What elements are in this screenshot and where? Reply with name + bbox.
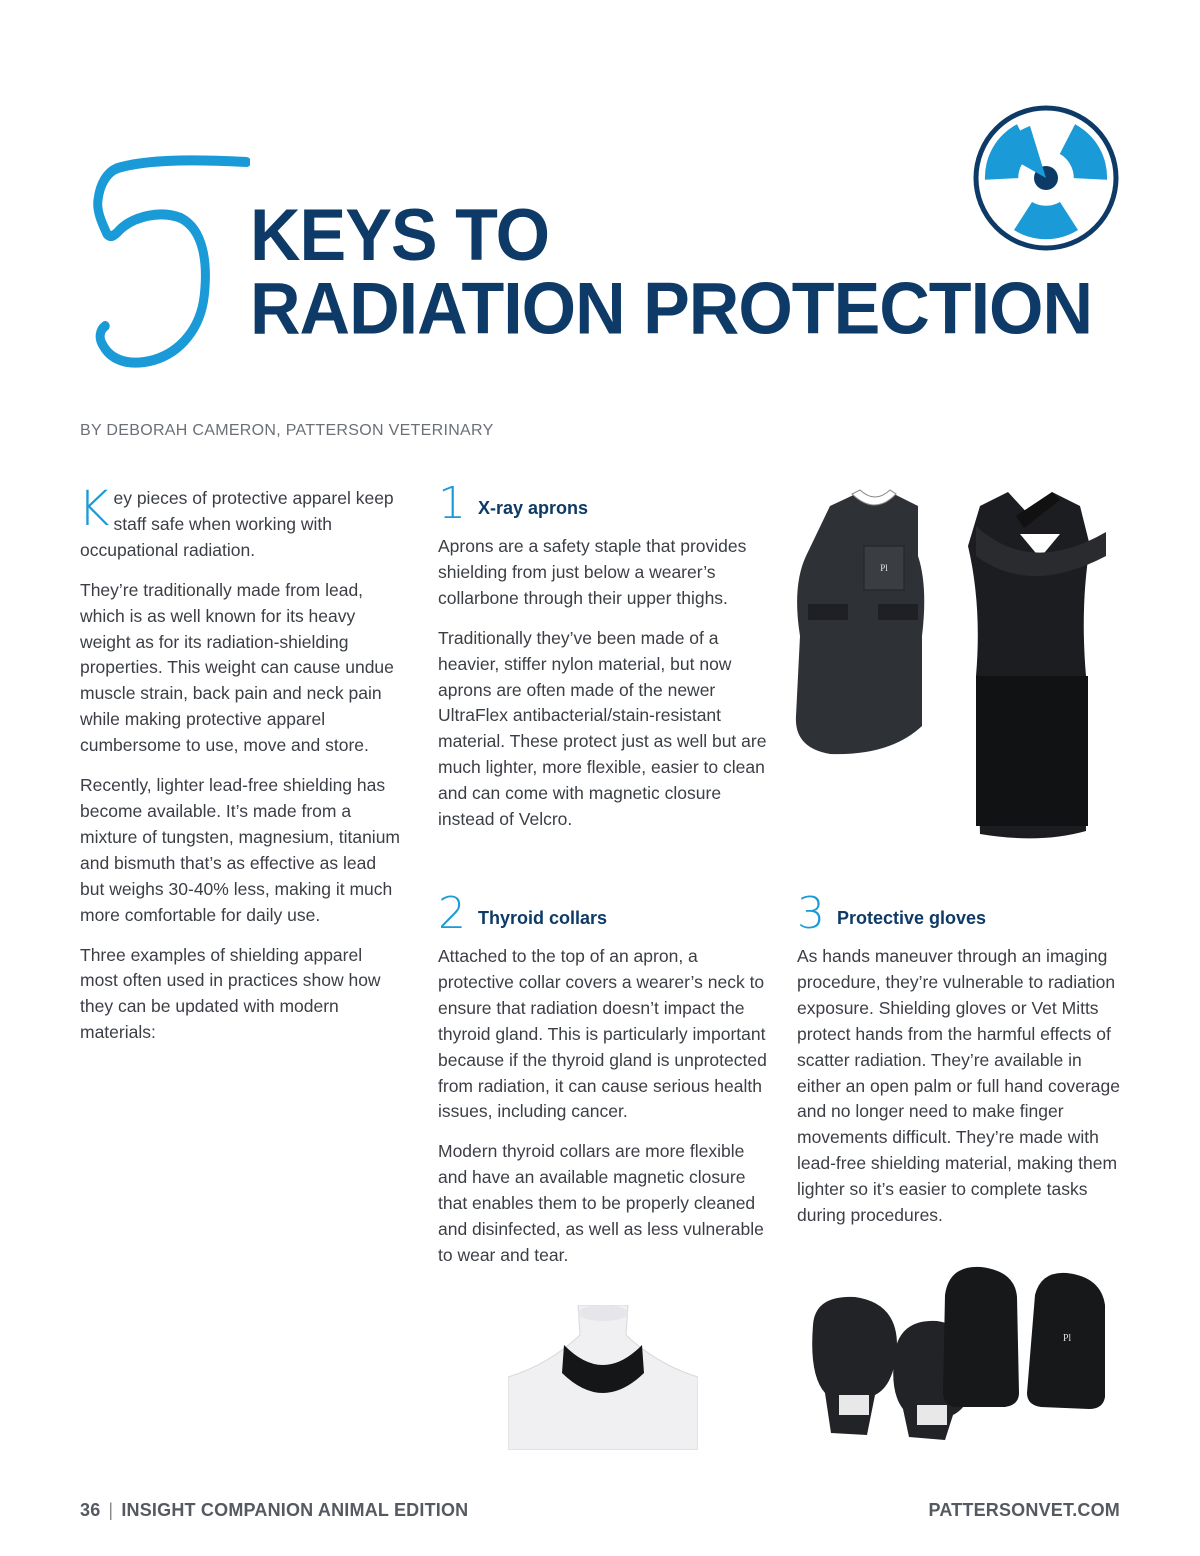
- intro-paragraph-3: Recently, lighter lead-free shielding has become available. It’s made from a mixture of tungsten, magnesium, titanium and bismuth that’s as effective as lead but weighs 30-40% less, making it much more comfortable for daily use.: [80, 775, 401, 925]
- radiation-icon: [972, 104, 1120, 252]
- section-paragraph: As hands maneuver through an imaging procedure, they’re vulnerable to radiation exposure. Shielding gloves or Vet Mitts protect hands from the harmful effects of scatter radiation. They’re available in either an open palm or full hand coverage and no longer need to make finger movements difficult. They’re made with lead-free shielding material, making them lighter so it’s easier to complete tasks during procedures.: [797, 946, 1120, 1226]
- section-paragraph: Traditionally they’ve been made of a heavier, stiffer nylon material, but now aprons are often made of the newer UltraFlex antibacterial/stain-resistant material. These protect just as well but are much lighter, more flexible, easier to clean and can come with magnetic closure instead of Velcro.: [438, 627, 767, 830]
- section-thyroid-collars: [438, 888, 768, 1283]
- drop-cap: K: [78, 481, 110, 537]
- footer-publication: [80, 1500, 468, 1521]
- intro-paragraph-4: Three examples of shielding apparel most often used in practices show how they can be updated with modern materials:: [80, 944, 381, 1043]
- thyroid-collar-photo: [508, 1305, 698, 1450]
- title-line-1: KEYS TO: [250, 193, 550, 276]
- section-number: 2: [438, 888, 466, 939]
- section-protective-gloves: [797, 888, 1127, 1243]
- footer-website-link[interactable]: PATTERSONVET.COM: [928, 1500, 1120, 1520]
- big-number-five: [80, 140, 250, 380]
- protective-gloves-photo: [805, 1265, 1115, 1445]
- section-header: [438, 888, 768, 939]
- section-header: [438, 478, 768, 529]
- intro-paragraph-2: They’re traditionally made from lead, which is as well known for its heavy weight as for its radiation-shielding properties. This weight can cause undue muscle strain, back pain and neck pain while making protective apparel cumbersome to use, move and store.: [80, 579, 394, 756]
- page-title: [250, 193, 1093, 350]
- publication-name: INSIGHT COMPANION ANIMAL EDITION: [121, 1500, 469, 1520]
- glove-brand-label: Pl: [1062, 1333, 1072, 1344]
- apron-brand-label: Pl: [880, 563, 888, 573]
- section-paragraph: Modern thyroid collars are more flexible and have an available magnetic closure that enables them to be properly cleaned and disinfected, as well as less vulnerable to wear and tear.: [438, 1141, 764, 1265]
- section-paragraph: Aprons are a safety staple that provides shielding from just below a wearer’s collarbone through their upper thighs.: [438, 536, 747, 608]
- intro-paragraph-1: [78, 481, 400, 564]
- intro-column: [78, 481, 401, 1060]
- intro-paragraph-1-text: ey pieces of protective apparel keep staff safe when working with occupational radiation.: [80, 488, 394, 560]
- page-number: 36: [80, 1500, 101, 1520]
- footer-separator: |: [108, 1500, 114, 1520]
- byline: BY DEBORAH CAMERON, PATTERSON VETERINARY: [80, 422, 494, 439]
- section-title: Protective gloves: [837, 908, 987, 929]
- title-line-2: RADIATION PROTECTION: [250, 267, 1093, 350]
- xray-aprons-photo: [790, 486, 1120, 846]
- section-title: X-ray aprons: [478, 498, 589, 519]
- section-header: [797, 888, 1127, 939]
- section-title: Thyroid collars: [478, 908, 608, 929]
- section-number: 3: [797, 888, 825, 939]
- section-paragraph: Attached to the top of an apron, a protective collar covers a wearer’s neck to ensure that radiation doesn’t impact the thyroid gland. This is particularly important because if the thyroid gland is unprotected from radiation, it can cause serious health issues, including cancer.: [438, 946, 767, 1122]
- section-xray-aprons: [438, 478, 768, 847]
- section-number: 1: [438, 478, 466, 529]
